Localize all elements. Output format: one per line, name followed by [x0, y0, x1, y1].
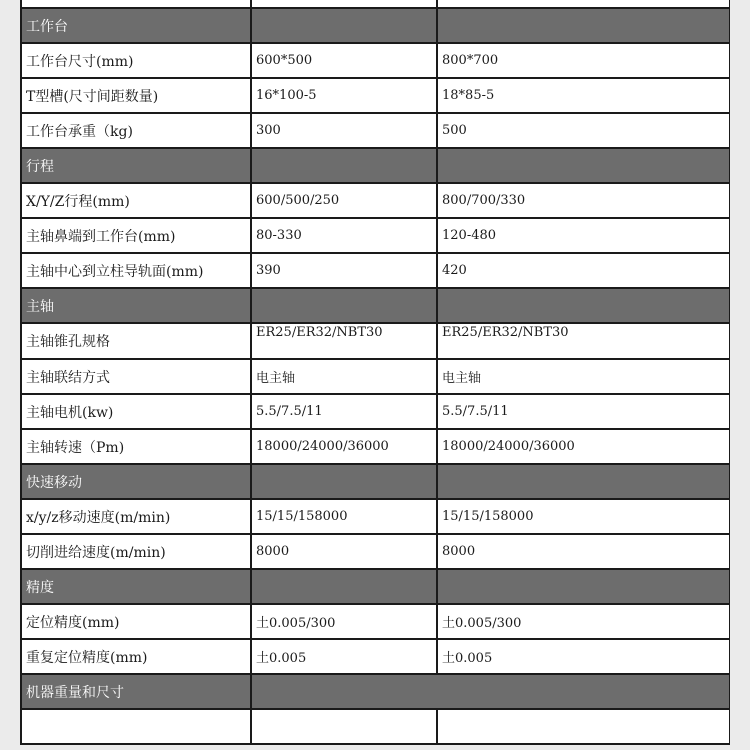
row-label: 主轴中心到立柱导轨面(mm): [21, 253, 251, 288]
value-model-2: 800/700/330: [437, 183, 730, 218]
value-model-1: 土0.005: [251, 639, 437, 674]
value-model-1: 5.5/7.5/11: [251, 394, 437, 429]
row-label: 工作台尺寸(mm): [21, 43, 251, 78]
value-model-2: 800*700: [437, 43, 730, 78]
table-row: [21, 359, 730, 394]
table-row: [21, 429, 730, 464]
value-model-2: 18000/24000/36000: [437, 429, 730, 464]
section-header-accuracy: [21, 569, 730, 604]
table-row: [21, 639, 730, 674]
value-model-2: ER25/ER32/NBT30: [437, 323, 730, 359]
spec-table: [20, 0, 730, 745]
section-title: 快速移动: [21, 464, 251, 499]
value-model-1: 80-330: [251, 218, 437, 253]
row-label: 定位精度(mm): [21, 604, 251, 639]
row-label: x/y/z移动速度(m/min): [21, 499, 251, 534]
section-header-machine-weight-size: [21, 674, 730, 709]
value-model-1: 电主轴: [251, 359, 437, 394]
section-header-rapid-traverse: [21, 464, 730, 499]
table-row: [21, 113, 730, 148]
row-label: 主轴联结方式: [21, 359, 251, 394]
value-model-2: 8000: [437, 534, 730, 569]
section-header-worktable: [21, 8, 730, 43]
row-label: 主轴鼻端到工作台(mm): [21, 218, 251, 253]
row-label: X/Y/Z行程(mm): [21, 183, 251, 218]
section-title: 机器重量和尺寸: [21, 674, 251, 709]
section-title: 行程: [21, 148, 251, 183]
table-row: [21, 78, 730, 113]
value-model-2: 15/15/158000: [437, 499, 730, 534]
value-model-1: 390: [251, 253, 437, 288]
section-title: 精度: [21, 569, 251, 604]
section-title: 工作台: [21, 8, 251, 43]
value-model-1: 16*100-5: [251, 78, 437, 113]
table-row: [21, 534, 730, 569]
row-label: 重复定位精度(mm): [21, 639, 251, 674]
row-label: T型槽(尺寸间距数量): [21, 78, 251, 113]
table-top-row: [21, 0, 730, 8]
section-header-spindle: [21, 288, 730, 323]
value-model-2: 500: [437, 113, 730, 148]
value-model-2: 5.5/7.5/11: [437, 394, 730, 429]
value-model-1: ER25/ER32/NBT30: [251, 323, 437, 359]
value-model-1: 300: [251, 113, 437, 148]
row-label: 主轴转速（Pm): [21, 429, 251, 464]
value-model-1: 600*500: [251, 43, 437, 78]
value-model-2: 420: [437, 253, 730, 288]
value-model-2: 电主轴: [437, 359, 730, 394]
table-row: [21, 604, 730, 639]
value-model-1: 600/500/250: [251, 183, 437, 218]
table-row: [21, 253, 730, 288]
value-model-1: 土0.005/300: [251, 604, 437, 639]
table-row: [21, 323, 730, 359]
table-row: [21, 394, 730, 429]
value-model-2: 18*85-5: [437, 78, 730, 113]
row-label: 工作台承重（kg): [21, 113, 251, 148]
section-title: 主轴: [21, 288, 251, 323]
section-header-travel: [21, 148, 730, 183]
table-row: [21, 709, 730, 744]
table-row: [21, 183, 730, 218]
row-label: 主轴电机(kw): [21, 394, 251, 429]
value-model-2: 120-480: [437, 218, 730, 253]
spec-sheet: [20, 0, 730, 750]
table-row: [21, 43, 730, 78]
value-model-1: 18000/24000/36000: [251, 429, 437, 464]
table-row: [21, 218, 730, 253]
value-model-1: 15/15/158000: [251, 499, 437, 534]
value-model-1: 8000: [251, 534, 437, 569]
row-label: 主轴锥孔规格: [21, 323, 251, 359]
value-model-2: 土0.005/300: [437, 604, 730, 639]
table-row: [21, 499, 730, 534]
row-label: 切削进给速度(m/min): [21, 534, 251, 569]
value-model-2: 土0.005: [437, 639, 730, 674]
